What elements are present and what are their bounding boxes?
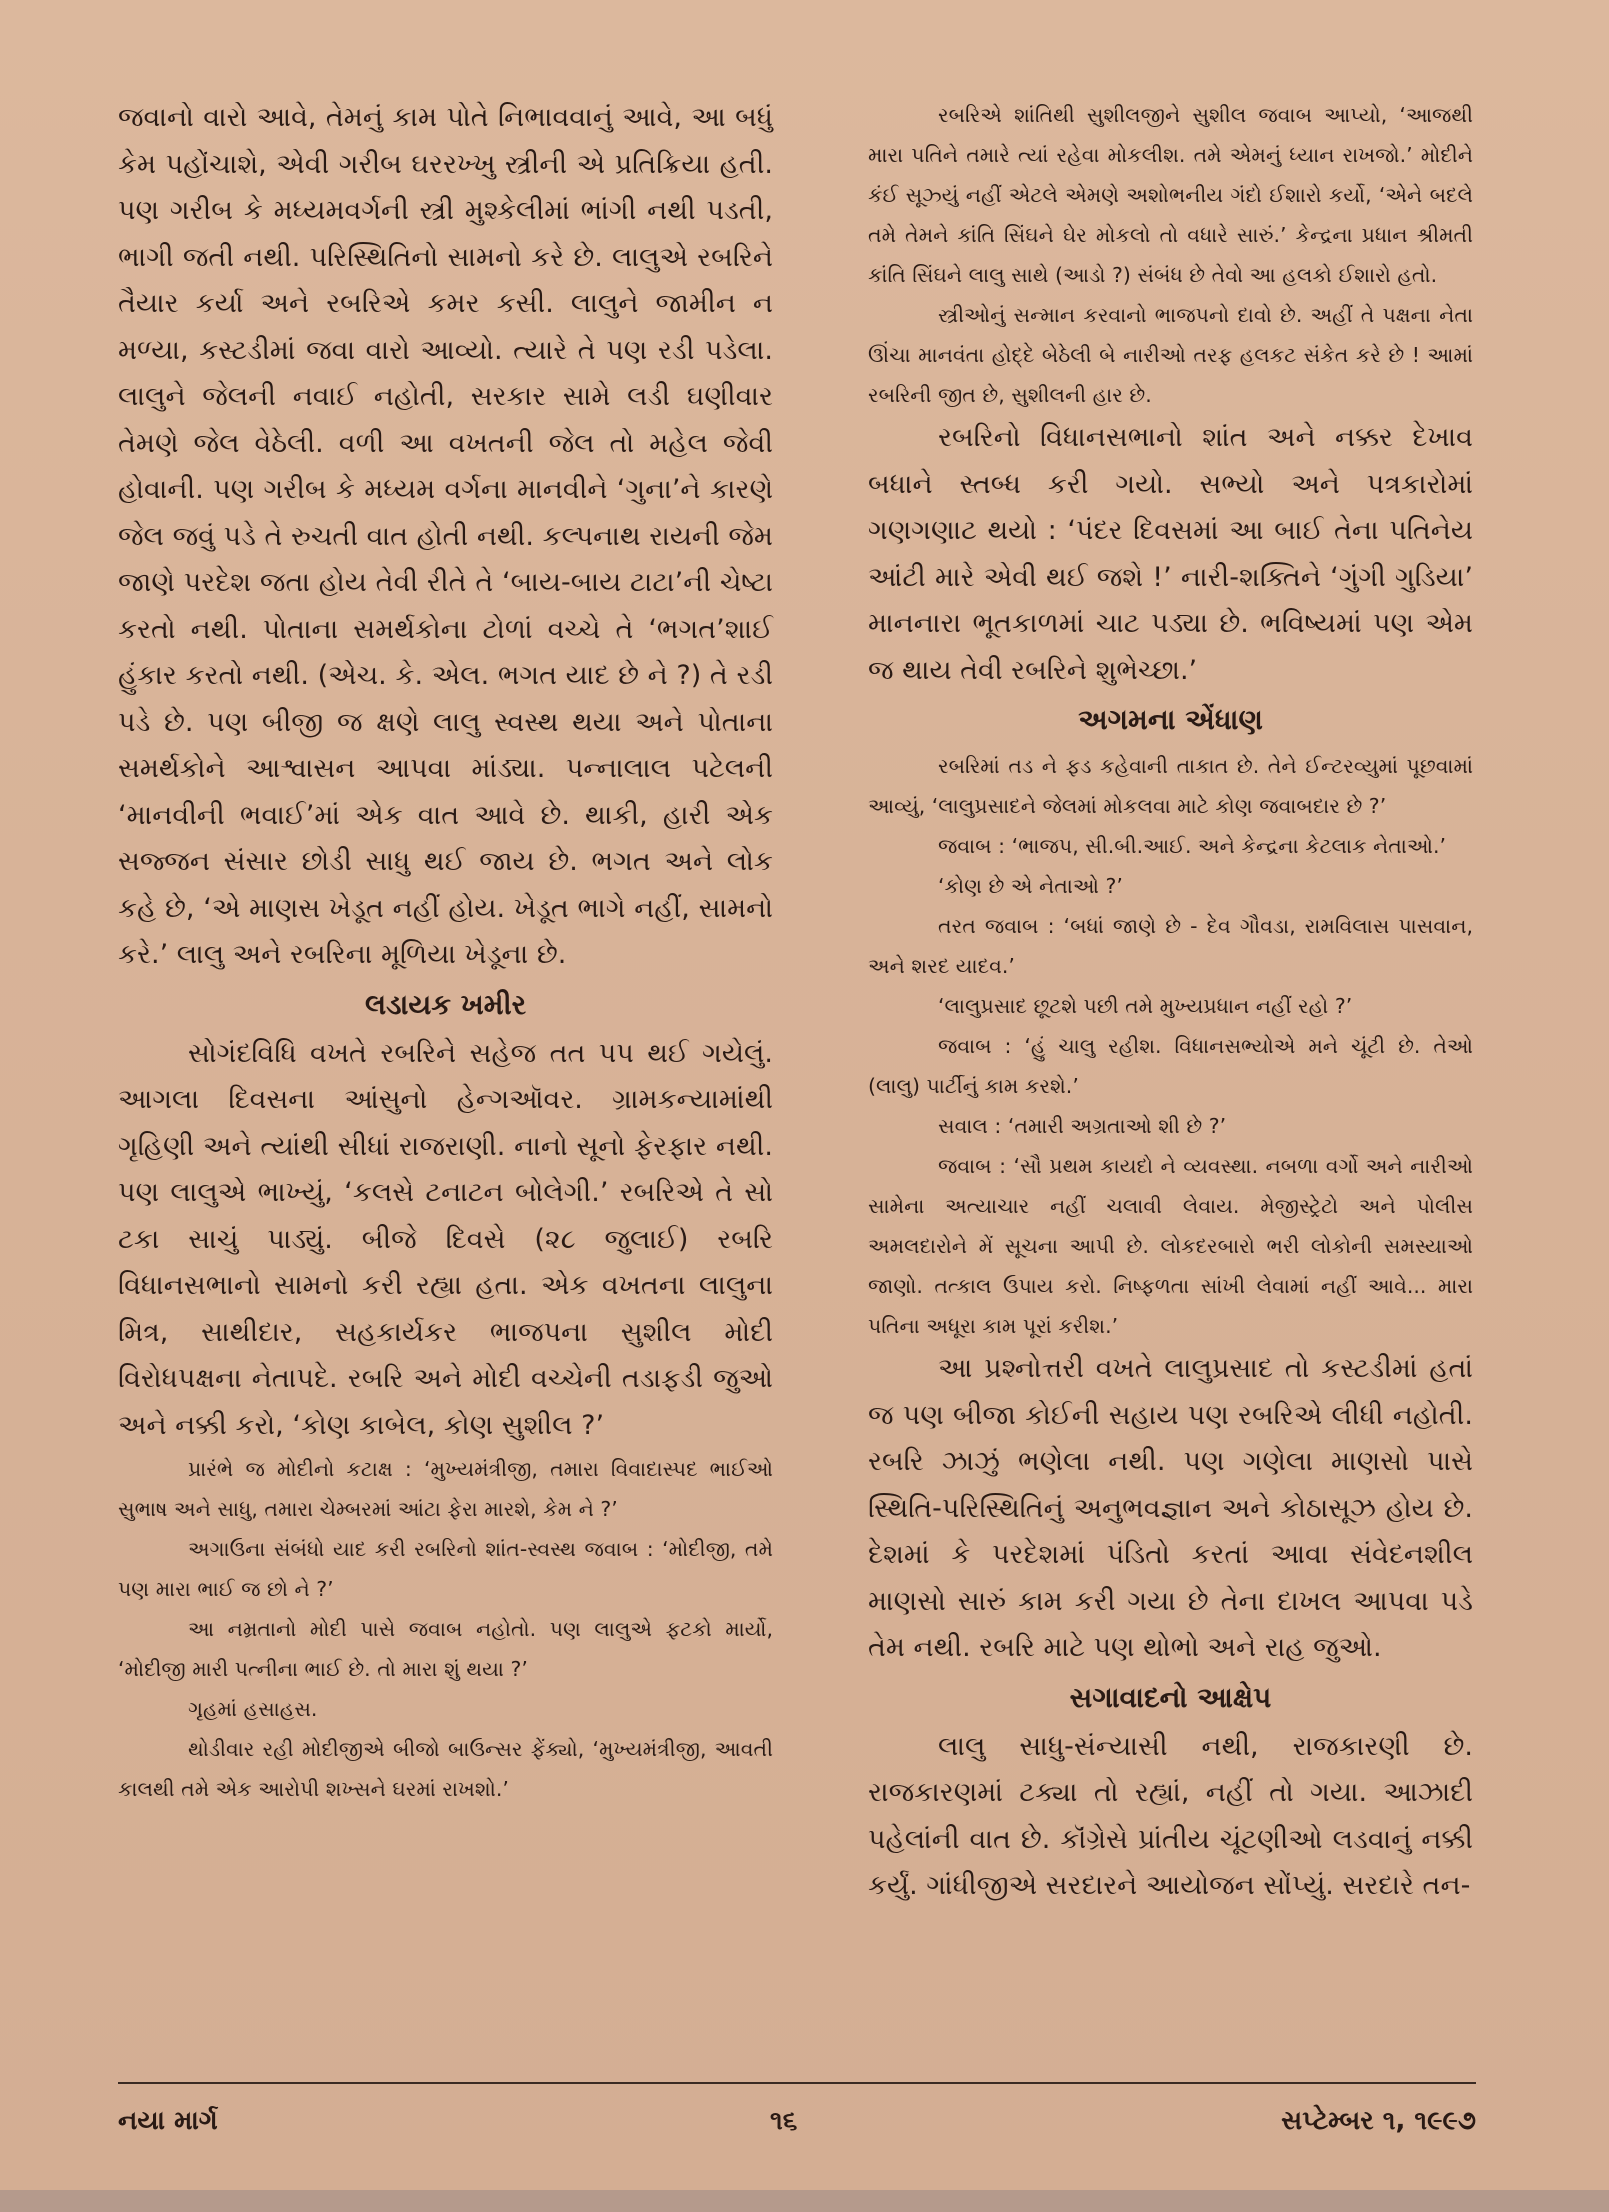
dialogue-paragraph: જવાબ : ‘હું ચાલુ રહીશ. વિધાનસભ્યોએ મને ચૂંટી છે. તેઓ (લાલુ) પાર્ટીનું કામ કરશે.’ [868,1034,1473,1098]
footer-rule [118,2082,1476,2084]
dialogue-paragraph: સ્ત્રીઓનું સન્માન કરવાનો ભાજપનો દાવો છે. અહીં તે પક્ષના નેતા ઊંચા માનવંતા હોદ્દે બેઠેલી બે નારીઓ તરફ હલકટ સંકેત કરે છે ! આમાં રબરિની જીત છે, સુશીલની હાર છે. [868,303,1473,407]
dialogue-paragraph: આ નમ્રતાનો મોદી પાસે જવાબ નહોતો. પણ લાલુએ ફટકો માર્યો, ‘મોદીજી મારી પત્નીના ભાઈ છે. તો મારા શું થયા ?’ [118,1617,773,1681]
footer-page-number: ૧૬ [770,2106,798,2136]
dialogue-paragraph: ‘કોણ છે એ નેતાઓ ?’ [938,874,1123,898]
footer-publication-name: નયા માર્ગ [118,2106,218,2136]
section-heading: અગમના એંધાણ [1078,703,1263,736]
body-paragraph: રબરિનો વિધાનસભાનો શાંત અને નક્કર દેખાવ બધાને સ્તબ્ધ કરી ગયો. સભ્યો અને પત્રકારોમાં ગણગણાટ થયો : ‘પંદર દિવસમાં આ બાઈ તેના પતિનેય આંટી મારે એવી થઈ જશે !’ નારી-શક્તિને ‘ગુંગી ગુડિયા’ માનનારા ભૂતકાળમાં ચાટ પડ્યા છે. ભવિષ્યમાં પણ એમ જ થાય તેવી રબરિને શુભેચ્છા.’ [868,422,1473,686]
dialogue-paragraph: ‘લાલુપ્રસાદ છૂટશે પછી તમે મુખ્યપ્રધાન નહીં રહો ?’ [938,994,1353,1018]
body-paragraph: આ પ્રશ્નોત્તરી વખતે લાલુપ્રસાદ તો કસ્ટડીમાં હતાં જ પણ બીજા કોઈની સહાય પણ રબરિએ લીધી નહોતી. રબરિ ઝાઝું ભણેલા નથી. પણ ગણેલા માણસો પાસે સ્થિતિ-પરિસ્થિતિનું અનુભવજ્ઞાન અને કોઠાસૂઝ હોય છે. દેશમાં કે પરદેશમાં પંડિતો કરતાં આવા સંવેદનશીલ માણસો સારું કામ કરી ગયા છે તેના દાખલ આપવા પડે તેમ નથી. રબરિ માટે પણ થોભો અને રાહ જુઓ. [868,1353,1473,1663]
dialogue-paragraph: જવાબ : ‘ભાજપ, સી.બી.આઈ. અને કેન્દ્રના કેટલાક નેતાઓ.’ [938,834,1447,858]
section-heading: લડાયક ખમીર [364,987,527,1021]
dialogue-paragraph: સવાલ : ‘તમારી અગ્રતાઓ શી છે ?’ [938,1114,1227,1138]
scan-edge [0,2190,1609,2212]
dialogue-paragraph: રબરિએ શાંતિથી સુશીલજીને સુશીલ જવાબ આપ્યો, ‘આજથી મારા પતિને તમારે ત્યાં રહેવા મોકલીશ. તમે એમનું ધ્યાન રાખજો.’ મોદીને કંઈ સૂઝ્યું નહીં એટલે એમણે અશોભનીય ગંદો ઈશારો કર્યો, ‘એને બદલે તમે તેમને કાંતિ સિંઘને ઘેર મોકલો તો વધારે સારું.’ કેન્દ્રના પ્રધાન શ્રીમતી કાંતિ સિંઘને લાલુ સાથે (આડો ?) સંબંધ છે તેવો આ હલકો ઈશારો હતો. [868,103,1473,287]
dialogue-paragraph: ગૃહમાં હસાહસ. [188,1697,318,1721]
footer-date: સપ્ટેમ્બર ૧, ૧૯૯૭ [1281,2106,1476,2136]
left-column [118,95,773,1809]
dialogue-paragraph: અગાઉના સંબંધો યાદ કરી રબરિનો શાંત-સ્વસ્થ જવાબ : ‘મોદીજી, તમે પણ મારા ભાઈ જ છો ને ?’ [118,1537,773,1601]
dialogue-paragraph: તરત જવાબ : ‘બધાં જાણે છે - દેવ ગૌવડા, રામવિલાસ પાસવાન, અને શરદ યાદવ.’ [868,914,1473,978]
dialogue-paragraph: પ્રારંભે જ મોદીનો કટાક્ષ : ‘મુખ્યમંત્રીજી, તમારા વિવાદાસ્પદ ભાઈઓ સુભાષ અને સાધુ, તમારા ચેમ્બરમાં આંટા ફેરા મારશે, કેમ ને ?’ [118,1457,773,1521]
dialogue-paragraph: જવાબ : ‘સૌ પ્રથમ કાયદો ને વ્યવસ્થા. નબળા વર્ગો અને નારીઓ સામેના અત્યાચાર નહીં ચલાવી લેવાય. મેજીસ્ટ્રેટો અને પોલીસ અમલદારોને મેં સૂચના આપી છે. લોકદરબારો ભરી લોકોની સમસ્યાઓ જાણો. તત્કાલ ઉપાય કરો. નિષ્ફળતા સાંખી લેવામાં નહીં આવે... મારા પતિના અધૂરા કામ પૂરાં કરીશ.’ [868,1154,1473,1338]
body-paragraph: લાલુ સાધુ-સંન્યાસી નથી, રાજકારણી છે. રાજકારણમાં ટક્યા તો રહ્યાં, નહીં તો ગયા. આઝાદી પહેલાંની વાત છે. કૉંગ્રેસે પ્રાંતીય ચૂંટણીઓ લડવાનું નક્કી કર્યું. ગાંધીજીએ સરદારને આયોજન સોંપ્યું. સરદારે તન- [868,1730,1473,1901]
body-paragraph: જવાનો વારો આવે, તેમનું કામ પોતે નિભાવવાનું આવે, આ બધું કેમ પહોંચાશે, એવી ગરીબ ઘરરખ્ખુ સ્ત્રીની એ પ્રતિક્રિયા હતી. પણ ગરીબ કે મધ્યમવર્ગની સ્ત્રી મુશ્કેલીમાં ભાંગી નથી પડતી, ભાગી જતી નથી. પરિસ્થિતિનો સામનો કરે છે. લાલુએ રબરિને તૈયાર કર્યા અને રબરિએ કમર કસી. લાલુને જામીન ન મળ્યા, કસ્ટડીમાં જવા વારો આવ્યો. ત્યારે તે પણ રડી પડેલા. લાલુને જેલની નવાઈ નહોતી, સરકાર સામે લડી ઘણીવાર તેમણે જેલ વેઠેલી. વળી આ વખતની જેલ તો મહેલ જેવી હોવાની. પણ ગરીબ કે મધ્યમ વર્ગના માનવીને ‘ગુના’ને કારણે જેલ જવું પડે તે રુચતી વાત હોતી નથી. કલ્પનાથ રાયની જેમ જાણે પરદેશ જતા હોય તેવી રીતે તે ‘બાય-બાય ટાટા’ની ચેષ્ટા કરતો નથી. પોતાના સમર્થકોના ટોળાં વચ્ચે તે ‘ભગત’શાઈ હુંકાર કરતો નથી. (એચ. કે. એલ. ભગત યાદ છે ને ?) તે રડી પડે છે. પણ બીજી જ ક્ષણે લાલુ સ્વસ્થ થયા અને પોતાના સમર્થકોને આશ્વાસન આપવા માંડ્યા. પન્નાલાલ પટેલની ‘માનવીની ભવાઈ’માં એક વાત આવે છે. થાકી, હારી એક સજ્જન સંસાર છોડી સાધુ થઈ જાય છે. ભગત અને લોક કહે છે, ‘એ માણસ ખેડૂત નહીં હોય. ખેડૂત ભાગે નહીં, સામનો કરે.’ લાલુ અને રબરિના મૂળિયા ખેડૂના છે. [118,102,773,970]
dialogue-paragraph: રબરિમાં તડ ને ફડ કહેવાની તાકાત છે. તેને ઈન્ટરવ્યુમાં પૂછવામાં આવ્યું, ‘લાલુપ્રસાદને જેલમાં મોકલવા માટે કોણ જવાબદાર છે ?’ [868,754,1473,818]
body-paragraph: સોગંદવિધિ વખતે રબરિને સહેજ તત પપ થઈ ગયેલું. આગલા દિવસના આંસુનો હેન્ગઑવર. ગ્રામકન્યામાંથી ગૃહિણી અને ત્યાંથી સીધાં રાજરાણી. નાનો સૂનો ફેરફાર નથી. પણ લાલુએ ભાખ્યું, ‘કલસે ટનાટન બોલેગી.’ રબરિએ તે સો ટકા સાચું પાડ્યું. બીજે દિવસે (૨૮ જુલાઈ) રબરિ વિધાનસભાનો સામનો કરી રહ્યા હતા. એક વખતના લાલુના મિત્ર, સાથીદાર, સહકાર્યકર ભાજપના સુશીલ મોદી વિરોધપક્ષના નેતાપદે. રબરિ અને મોદી વચ્ચેની તડાફડી જુઓ અને નક્કી કરો, ‘કોણ કાબેલ, કોણ સુશીલ ?’ [118,1037,773,1441]
dialogue-paragraph: થોડીવાર રહી મોદીજીએ બીજો બાઉન્સર ફેંક્યો, ‘મુખ્યમંત્રીજી, આવતી કાલથી તમે એક આરોપી શખ્સને ઘરમાં રાખશો.’ [118,1737,773,1801]
right-column [868,95,1473,1910]
section-heading: સગાવાદનો આક્ષેપ [1069,1680,1272,1714]
